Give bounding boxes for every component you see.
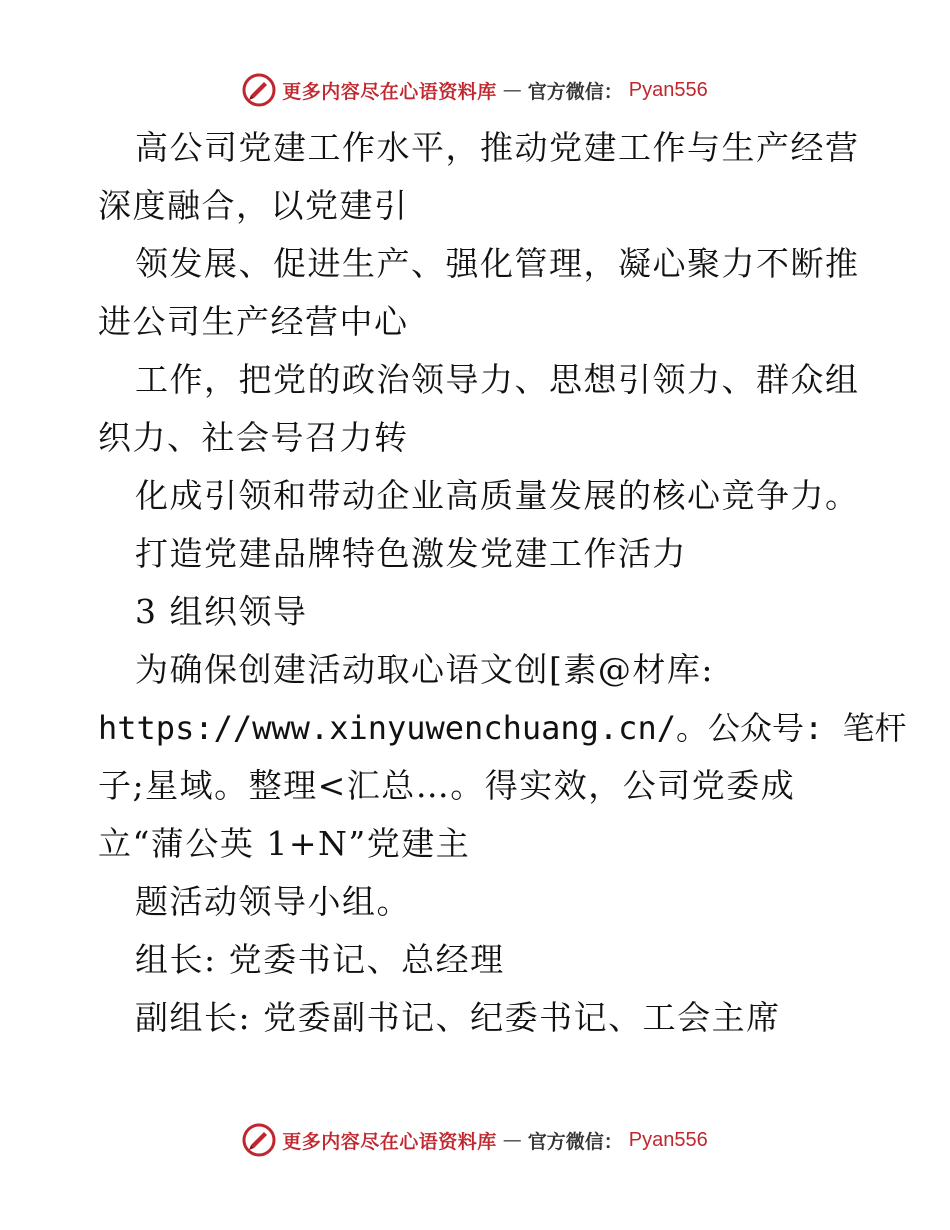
footer-wechat-id: Pyan556 [628, 1128, 708, 1151]
body-line: 立“蒲公英 1+N”党建主 [98, 824, 471, 863]
body-line: 深度融合，以党建引 [98, 186, 409, 225]
body-line: 高公司党建工作水平，推动党建工作与生产经营 [135, 128, 860, 167]
body-line: 织力、社会号召力转 [98, 418, 409, 457]
header-wechat-id: Pyan556 [628, 78, 708, 101]
body-line: 进公司生产经营中心 [98, 302, 409, 341]
body-line: 化成引领和带动企业高质量发展的核心竞争力。 [135, 476, 860, 515]
header-wechat-label: 官方微信： [527, 80, 623, 103]
body-line-url: https://www.xinyuwenchuang.cn/。公众号: 笔杆 [98, 709, 907, 747]
body-line: 副组长: 党委副书记、纪委书记、工会主席 [135, 998, 781, 1037]
footer-wechat-label: 官方微信： [527, 1130, 623, 1153]
footer-banner [0, 1120, 950, 1160]
footer-site-text: 更多内容尽在心语资料库 [282, 1130, 497, 1153]
body-line: 工作，把党的政治领导力、思想引领力、群众组 [135, 360, 860, 399]
body-line: 为确保创建活动取心语文创[素@材库: [135, 650, 714, 689]
header-separator: — [502, 79, 522, 101]
footer-separator: — [502, 1129, 522, 1151]
brand-logo-icon [242, 1123, 276, 1157]
header-site-text: 更多内容尽在心语资料库 [282, 80, 497, 103]
body-line: 题活动领导小组。 [135, 882, 411, 921]
body-line: 子;星域。整理<汇总…。得实效，公司党委成 [98, 766, 796, 805]
body-line: 打造党建品牌特色激发党建工作活力 [135, 534, 687, 573]
body-line: 领发展、促进生产、强化管理，凝心聚力不断推 [135, 244, 860, 283]
body-line: 组长: 党委书记、总经理 [135, 940, 505, 979]
section-heading: 3 组织领导 [135, 592, 308, 631]
